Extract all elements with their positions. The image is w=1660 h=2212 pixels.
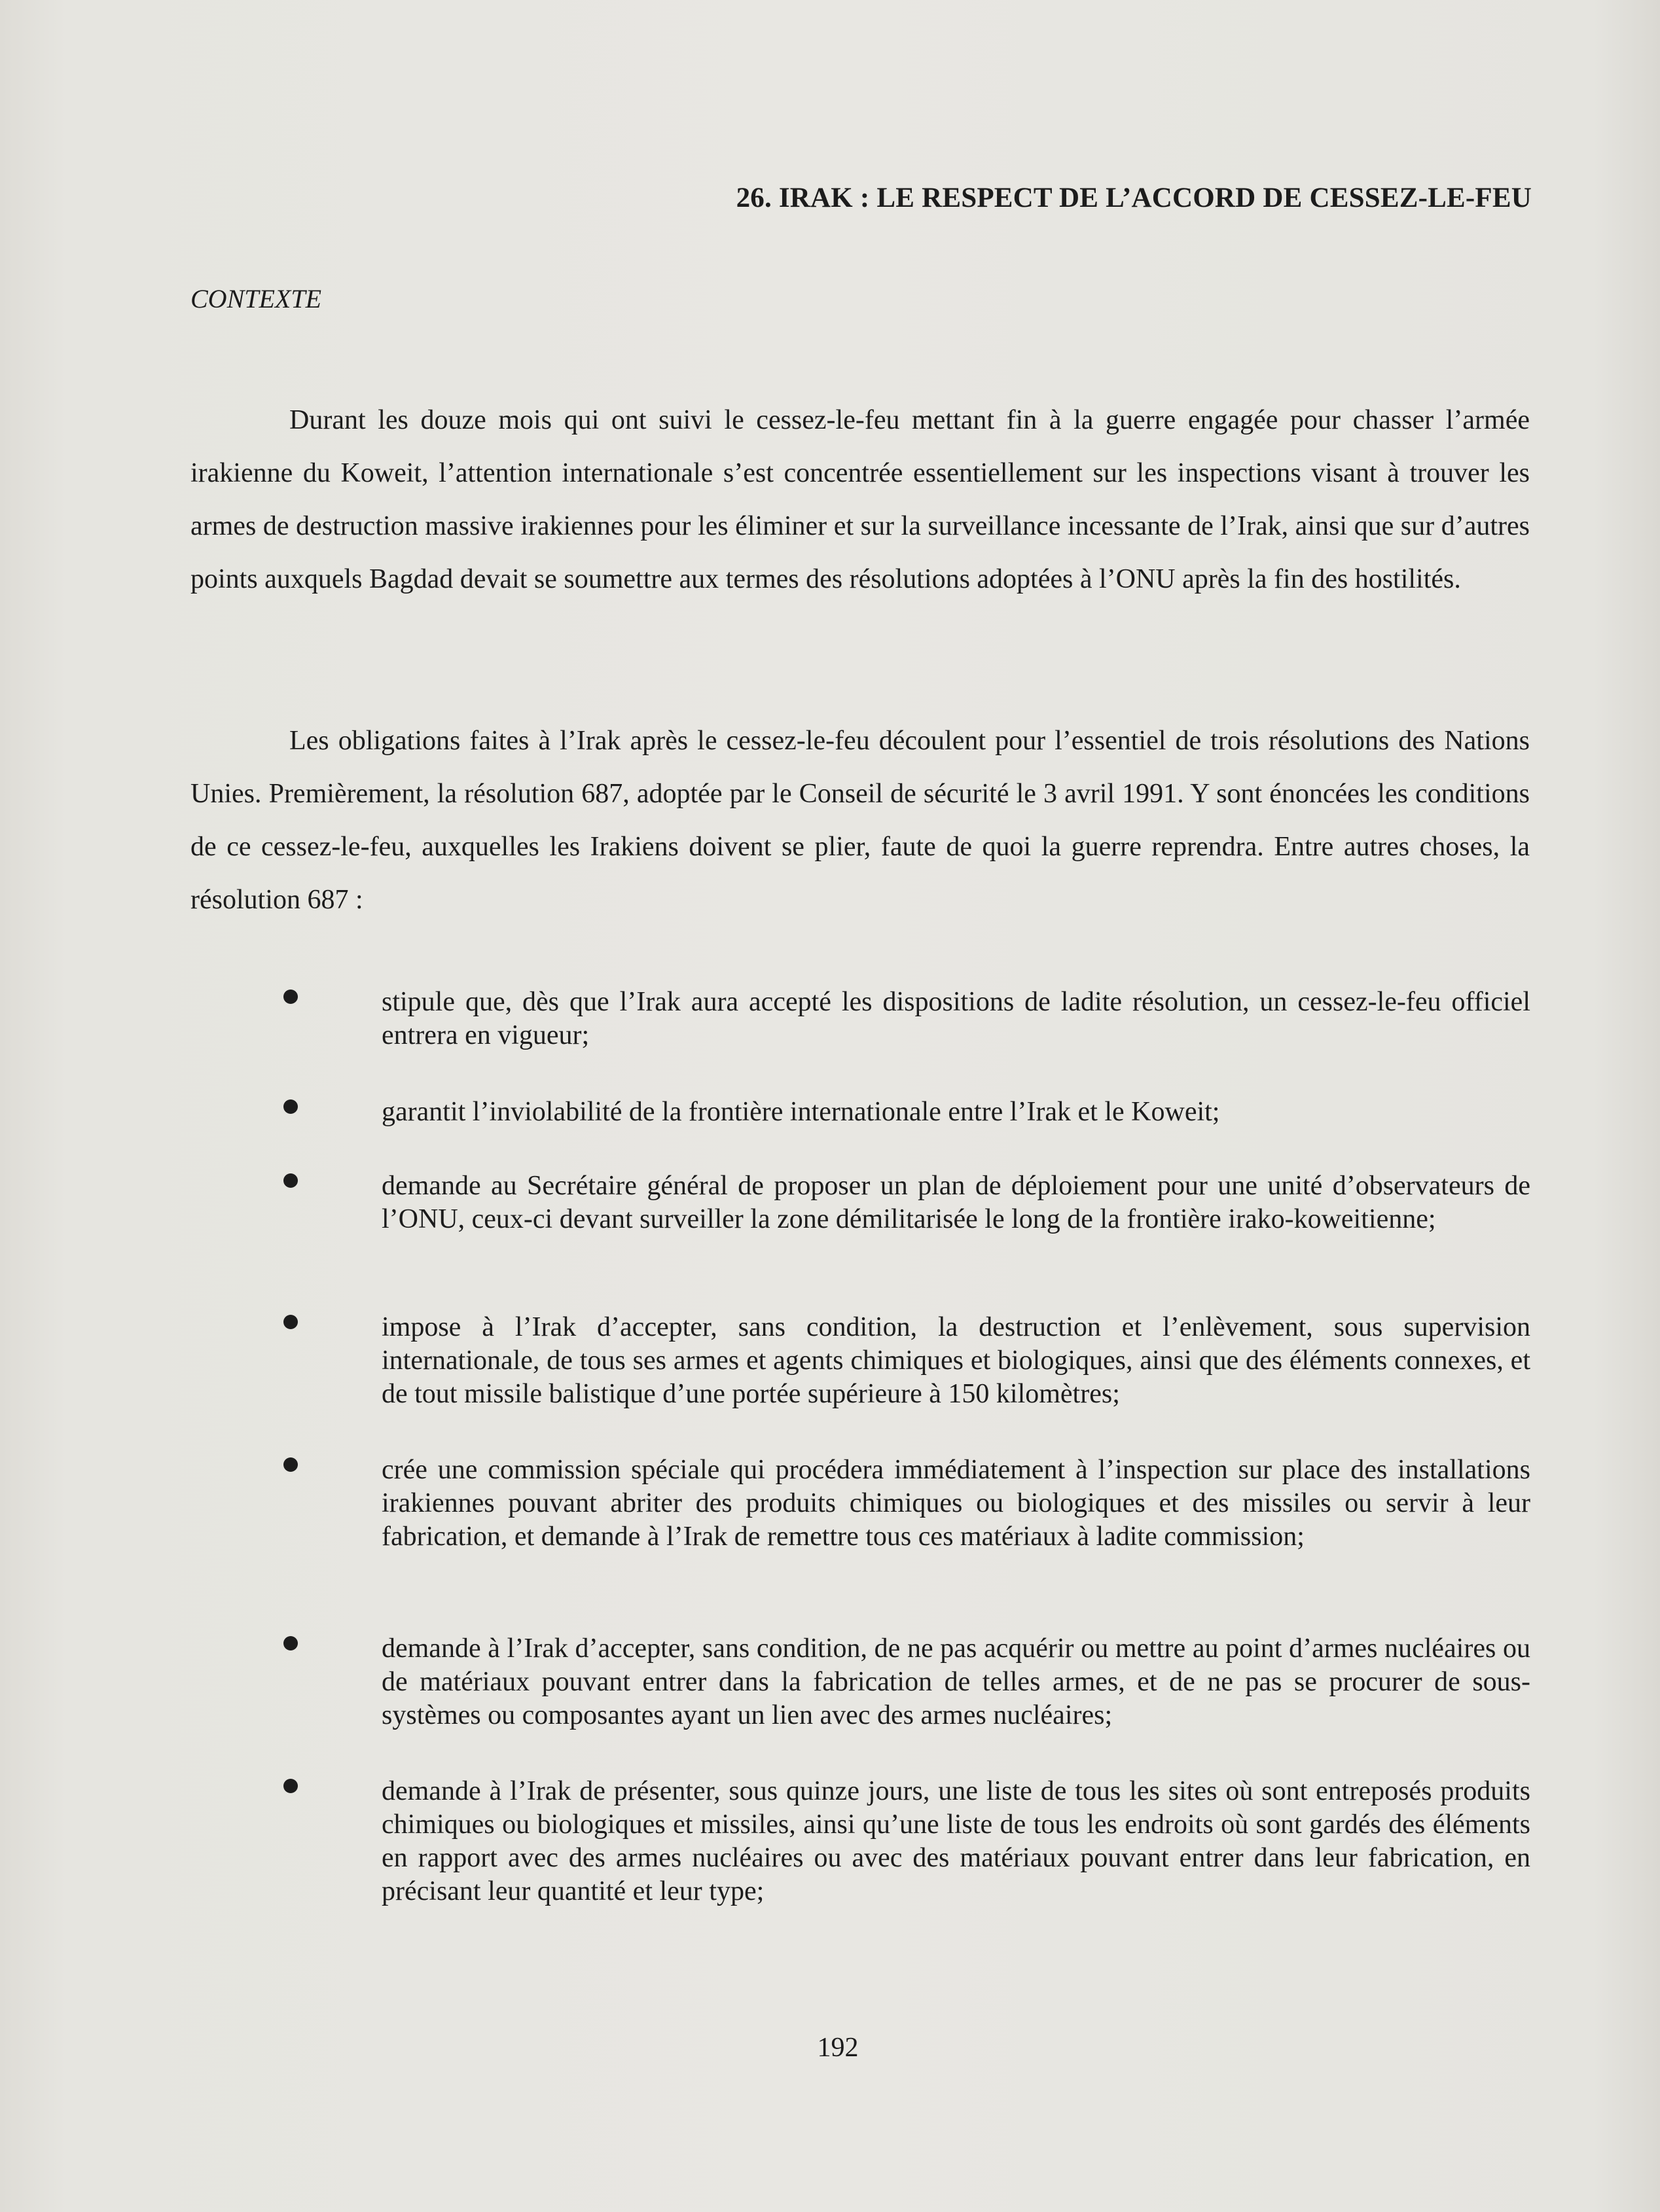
bullet-icon [283, 1173, 298, 1188]
page-number: 192 [817, 2033, 859, 2063]
bullet-text: garantit l’inviolabilité de la frontière internationale entre l’Irak et le Koweit; [382, 1097, 1220, 1127]
bullet-item [382, 1632, 1530, 1732]
bullet-text: demande à l’Irak de présenter, sous quinze jours, une liste de tous les sites où sont entreposés produits chimiques ou biologiques et missiles, ainsi qu’une liste de tous les endroits où sont gardés des éléments en rapport avec des armes nucléaires ou avec des matériaux pouvant entrer dans leur fabrication, en précisant leur quantité et leur type; [382, 1776, 1530, 1906]
bullet-item [382, 1096, 1530, 1129]
bullet-item [382, 986, 1530, 1052]
bullet-text: demande au Secrétaire général de proposer un plan de déploiement pour une unité d’observateurs de l’ONU, ceux-ci devant surveiller la zone démilitarisée le long de la frontière irako-koweitienne; [382, 1171, 1530, 1234]
bullet-item [382, 1311, 1530, 1411]
bullet-text: impose à l’Irak d’accepter, sans condition, la destruction et l’enlèvement, sous supervision internationale, de tous ses armes et agents chimiques et biologiques, ainsi que des éléments connexes, et de tout missile balistique d’une portée supérieure à 150 kilomètres; [382, 1312, 1530, 1409]
bullet-icon [283, 1099, 298, 1114]
paragraph-1: Durant les douze mois qui ont suivi le cessez-le-feu mettant fin à la guerre engagée pour chasser l’armée irakienne du Koweit, l’attention internationale s’est concentrée essentiellement sur les inspections visant à trouver les armes de destruction massive irakiennes pour les éliminer et sur la surveillance incessante de l’Irak, ainsi que sur d’autres points auxquels Bagdad devait se soumettre aux termes des résolutions adoptées à l’ONU après la fin des hostilités. [190, 405, 1530, 594]
paragraph-2: Les obligations faites à l’Irak après le cessez-le-feu découlent pour l’essentiel de trois résolutions des Nations Unies. Premièrement, la résolution 687, adoptée par le Conseil de sécurité le 3 avril 1991. Y sont énoncées les conditions de ce cessez-le-feu, auxquelles les Irakiens doivent se plier, faute de quoi la guerre reprendra. Entre autres choses, la résolution 687 : [190, 726, 1530, 915]
bullet-item [382, 1454, 1530, 1554]
bullet-text: crée une commission spéciale qui procédera immédiatement à l’inspection sur place des installations irakiennes pouvant abriter des produits chimiques ou biologiques et des missiles ou servir à leur fabrication, et demande à l’Irak de remettre tous ces matériaux à ladite commission; [382, 1455, 1530, 1552]
bullet-icon [283, 1636, 298, 1650]
bullet-icon [283, 990, 298, 1004]
bullet-text: demande à l’Irak d’accepter, sans condition, de ne pas acquérir ou mettre au point d’armes nucléaires ou de matériaux pouvant entrer dans la fabrication de telles armes, et de ne pas se procurer de sous-systèmes ou composantes ayant un lien avec des armes nucléaires; [382, 1633, 1530, 1730]
bullet-icon [283, 1315, 298, 1329]
bullet-text: stipule que, dès que l’Irak aura accepté les dispositions de ladite résolution, un cessez-le-feu officiel entrera en vigueur; [382, 987, 1530, 1050]
bullet-icon [283, 1779, 298, 1793]
bullet-icon [283, 1457, 298, 1472]
bullet-item [382, 1169, 1530, 1236]
section-heading: 26. IRAK : LE RESPECT DE L’ACCORD DE CESSEZ-LE-FEU [736, 183, 1532, 213]
context-label: CONTEXTE [190, 284, 322, 313]
bullet-item [382, 1775, 1530, 1908]
